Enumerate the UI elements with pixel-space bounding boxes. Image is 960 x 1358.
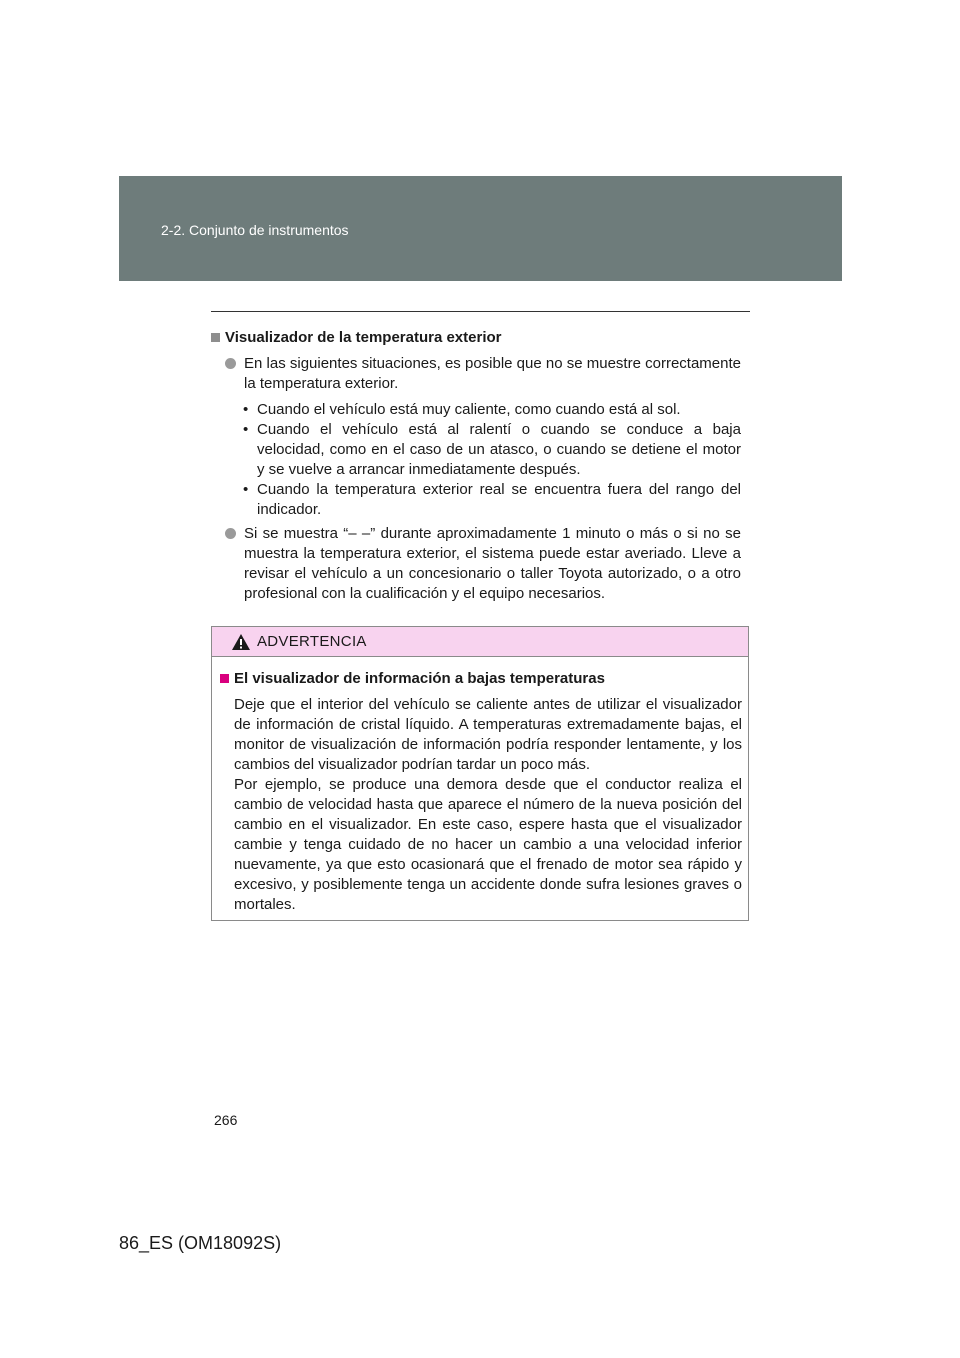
document-code: 86_ES (OM18092S) [119,1233,282,1253]
dot-bullet-icon: • [243,481,249,498]
list-item [243,480,741,520]
list-item [243,400,741,420]
list-item [211,354,741,394]
warning-paragraph: Por ejemplo, se produce una demora desde que el conductor realiza el cambio de velocidad hasta que aparece el número de la nueva posición del cambio en el visualizador. En este caso, espere hasta que el visualizador cambie y tenga cuidado de no hacer un cambio a una velocidad inferior nuevamente, ya que esto ocasionará que el frenado de motor sea rápido y excesivo, y posiblemente tenga un accidente donde sufra lesiones graves o mortales. [234,776,742,913]
warning-subheading-text: El visualizador de información a bajas temperaturas [234,670,605,687]
circle-bullet-icon [225,528,236,539]
divider-line [211,311,750,312]
circle-bullet-icon [225,358,236,369]
bullet-text: En las siguientes situaciones, es posible que no se muestre correctamente la temperatura exterior. [244,355,741,392]
warning-subheading [220,669,742,689]
main-content [211,328,741,610]
bullet-text: Si se muestra “– –” durante aproximadamente 1 minuto o más o si no se muestra la temperatura exterior, el sistema puede estar averiado. Lleve a revisar el vehículo a un concesionario o taller Toyota autorizado, o a otro profesional con la cualificación y el equipo necesarios. [244,525,741,602]
square-bullet-icon [211,333,220,342]
sub-item-text: Cuando el vehículo está muy caliente, como cuando está al sol. [257,401,681,418]
subheading-text: Visualizador de la temperatura exterior [225,329,502,346]
sub-list [243,400,741,520]
warning-header [212,627,748,657]
subheading [211,328,741,348]
section-header-band [119,176,842,281]
list-item [243,420,741,480]
warning-body [212,657,748,915]
dot-bullet-icon: • [243,401,249,418]
page-number: 266 [214,1112,238,1128]
warning-triangle-icon [231,633,251,651]
sub-item-text: Cuando la temperatura exterior real se encuentra fuera del rango del indicador. [257,481,741,518]
list-item [211,524,741,604]
warning-paragraph: Deje que el interior del vehículo se caliente antes de utilizar el visualizador de información de cristal líquido. A temperaturas extremadamente bajas, el monitor de visualización de información podría responder lentamente, y los cambios del visualizador podrían tardar un poco más. [234,696,742,773]
warning-title: ADVERTENCIA [257,633,367,650]
square-bullet-icon [220,674,229,683]
dot-bullet-icon: • [243,421,249,438]
sub-item-text: Cuando el vehículo está al ralentí o cuando se conduce a baja velocidad, como en el caso de un atasco, o cuando se detiene el motor y se vuelve a arrancar inmediatamente después. [257,421,741,478]
warning-box [211,626,749,921]
section-title: 2-2. Conjunto de instrumentos [161,222,349,238]
